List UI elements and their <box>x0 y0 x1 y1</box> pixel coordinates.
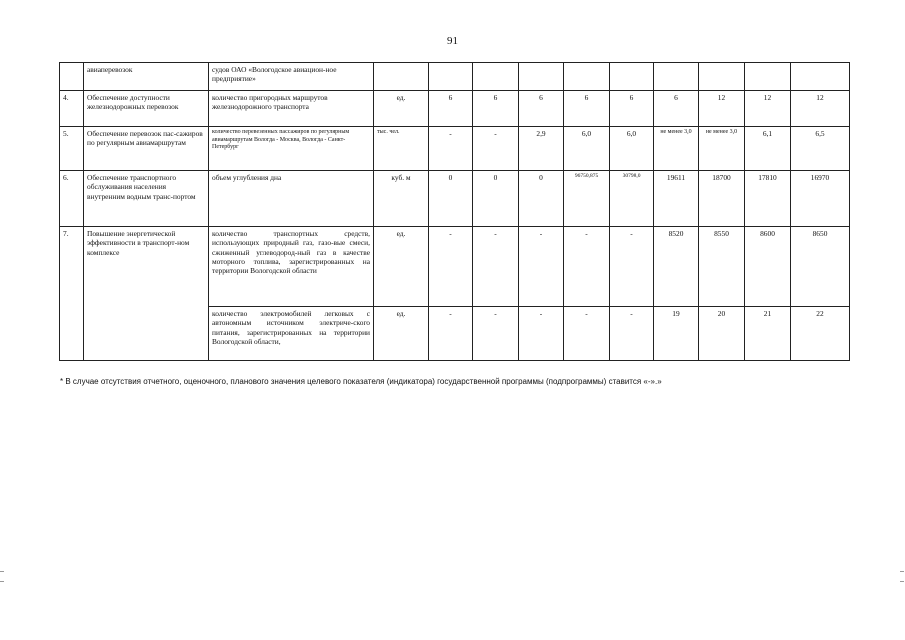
row-number: 6. <box>60 171 84 227</box>
value-cell: 6,5 <box>791 127 850 171</box>
indicator-name: количество электромобилей легковых с автономным источником электриче-ского питания, зарегистрированных на территории Вологодской области, <box>209 307 374 361</box>
value-cell: - <box>519 307 564 361</box>
value-cell: - <box>610 307 654 361</box>
value-cell <box>429 63 473 91</box>
table-row <box>60 91 850 127</box>
value-cell <box>745 63 791 91</box>
value-cell <box>519 63 564 91</box>
row-number: 4. <box>60 91 84 127</box>
value-cell: не менее 3,0 <box>654 127 699 171</box>
value-cell: 6,0 <box>564 127 610 171</box>
value-cell: 6 <box>473 91 519 127</box>
value-cell <box>699 63 745 91</box>
value-cell: 0 <box>473 171 519 227</box>
value-cell: 6 <box>654 91 699 127</box>
value-cell <box>473 63 519 91</box>
value-cell: 8650 <box>791 227 850 307</box>
task-name: Обеспечение перевозок пас-сажиров по регулярным авиамаршрутам <box>84 127 209 171</box>
unit-cell: ед. <box>374 91 429 127</box>
value-cell: 30798,0 <box>610 171 654 227</box>
value-cell: 20 <box>699 307 745 361</box>
value-cell: 0 <box>519 171 564 227</box>
value-cell: - <box>610 227 654 307</box>
task-name: Обеспечение транспортного обслуживания населения внутренним водным транс-портом <box>84 171 209 227</box>
edge-mark-left <box>0 571 4 572</box>
value-cell: 17810 <box>745 171 791 227</box>
value-cell: - <box>429 227 473 307</box>
unit-cell <box>374 63 429 91</box>
value-cell: - <box>519 227 564 307</box>
value-cell: 8520 <box>654 227 699 307</box>
value-cell: 2,9 <box>519 127 564 171</box>
unit-cell: ед. <box>374 227 429 307</box>
value-cell: 6 <box>519 91 564 127</box>
page-number: 91 <box>447 35 458 47</box>
value-cell: 8550 <box>699 227 745 307</box>
table-row <box>60 171 850 227</box>
value-cell: 19 <box>654 307 699 361</box>
row-number <box>60 63 84 91</box>
value-cell: 12 <box>791 91 850 127</box>
unit-cell: тыс. чел. <box>374 127 429 171</box>
table-row <box>60 127 850 171</box>
value-cell: 6 <box>610 91 654 127</box>
value-cell: 6,1 <box>745 127 791 171</box>
table-row <box>60 227 850 307</box>
value-cell <box>610 63 654 91</box>
edge-mark-right <box>900 571 904 572</box>
value-cell: 22 <box>791 307 850 361</box>
indicator-name: количество перевезенных пассажиров по регулярным авиамаршрутам Вологда - Москва, Вологда - Санкт-Петербург <box>209 127 374 171</box>
value-cell: 19611 <box>654 171 699 227</box>
indicator-name: количество пригородных маршрутов железнодорожного транспорта <box>209 91 374 127</box>
footnote: * В случае отсутствия отчетного, оценочного, планового значения целевого показателя (индикатора) государственной программы (подпрограммы) ставится «-».» <box>60 377 662 386</box>
value-cell: 16970 <box>791 171 850 227</box>
task-name: авиаперевозок <box>84 63 209 91</box>
edge-mark-right <box>900 581 904 582</box>
value-cell <box>791 63 850 91</box>
value-cell: - <box>429 127 473 171</box>
indicator-name: объем углубления дна <box>209 171 374 227</box>
edge-mark-left <box>0 581 4 582</box>
value-cell: - <box>473 307 519 361</box>
indicators-table <box>59 62 850 361</box>
value-cell: 0 <box>429 171 473 227</box>
task-name: Обеспечение доступности железнодорожных перевозок <box>84 91 209 127</box>
value-cell: - <box>429 307 473 361</box>
value-cell: 18700 <box>699 171 745 227</box>
unit-cell: ед. <box>374 307 429 361</box>
value-cell: - <box>473 227 519 307</box>
task-name: Повышение энергетической эффективности в транспорт-ном комплексе <box>84 227 209 361</box>
table-row <box>60 63 850 91</box>
value-cell: 96750,875 <box>564 171 610 227</box>
value-cell: 6 <box>564 91 610 127</box>
value-cell <box>564 63 610 91</box>
value-cell: - <box>564 307 610 361</box>
value-cell: 6,0 <box>610 127 654 171</box>
value-cell <box>654 63 699 91</box>
row-number: 5. <box>60 127 84 171</box>
unit-cell: куб. м <box>374 171 429 227</box>
value-cell: - <box>564 227 610 307</box>
value-cell: 12 <box>699 91 745 127</box>
value-cell: - <box>473 127 519 171</box>
indicator-name: количество транспортных средств, использующих природный газ, газо-вые смеси, сжиженный углеводород-ный газ в качестве моторного топлива, зарегистрированных на территории Вологодской области <box>209 227 374 307</box>
value-cell: 12 <box>745 91 791 127</box>
value-cell: не менее 3,0 <box>699 127 745 171</box>
row-number: 7. <box>60 227 84 361</box>
value-cell: 21 <box>745 307 791 361</box>
indicator-name: судов ОАО «Вологодское авиацион-ное предприятие» <box>209 63 374 91</box>
value-cell: 6 <box>429 91 473 127</box>
value-cell: 8600 <box>745 227 791 307</box>
